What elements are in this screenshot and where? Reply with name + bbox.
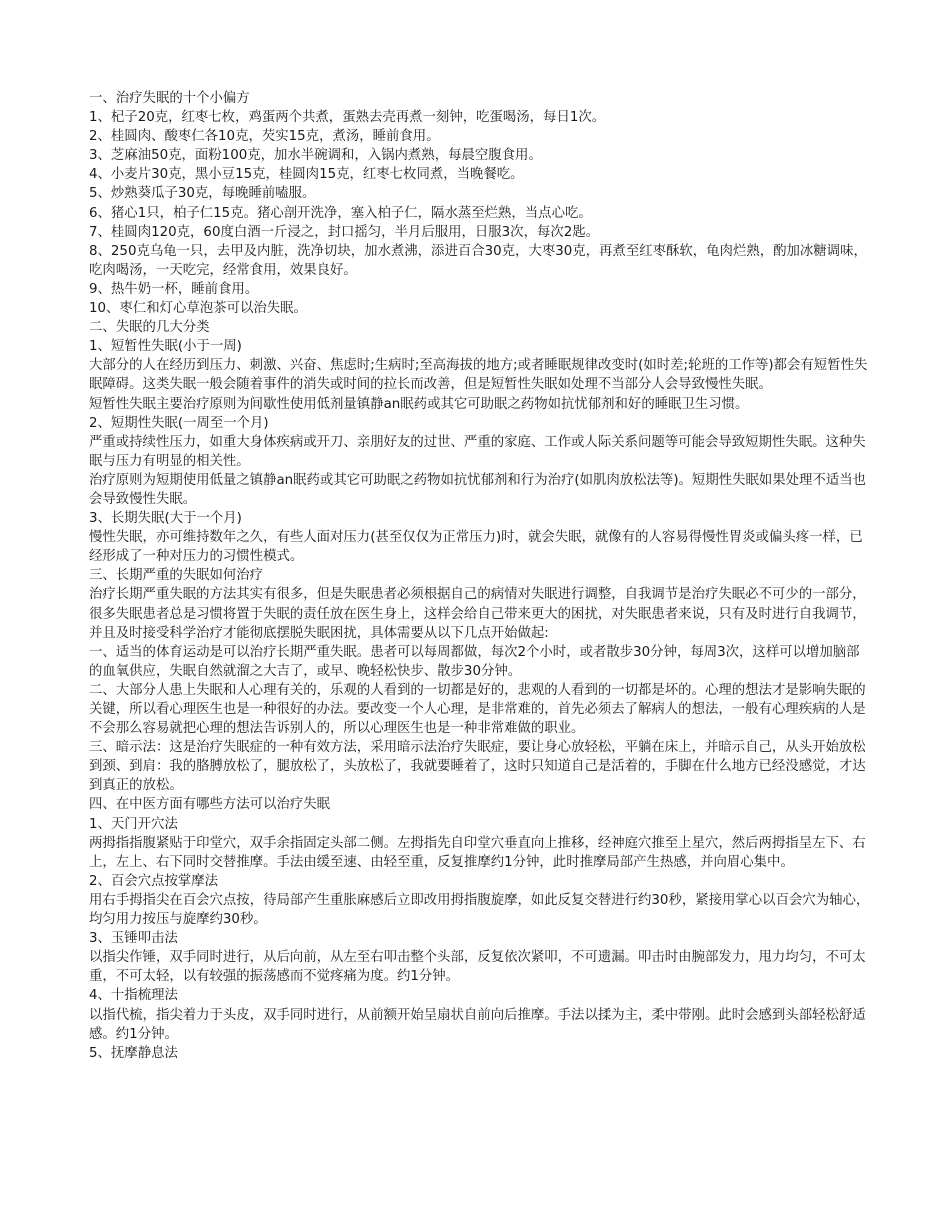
subheading-hammer-method: 3、玉锤叩击法 — [89, 931, 178, 947]
remedy-item-6: 6、猪心1只，柏子仁15克。猪心剖开洗净，塞入柏子仁，隔水蒸至烂熟，当点心吃。 — [89, 205, 592, 221]
subheading-chronic-insomnia: 3、长期失眠(大于一个月) — [89, 511, 242, 527]
paragraph-transient-treatment: 短暂性失眠主要治疗原则为间歇性使用低剂量镇静an眠药或其它可助眠之药物如抗忧郁剂和好的睡眠卫生习惯。 — [89, 396, 749, 412]
paragraph-hammer-method: 以指尖作锤，双手同时进行，从后向前，从左至右叩击整个头部，反复依次紧叩，不可遗漏。叩击时由腕部发力，甩力均匀，不可太重，不可太轻，以有较强的振荡感而不觉疼痛为度。约1分钟。 — [89, 950, 866, 985]
paragraph-chronic-description: 慢性失眠，亦可维持数年之久，有些人面对压力(甚至仅仅为正常压力)时，就会失眠，就像有的人容易得慢性胃炎或偏头疼一样，已经形成了一种对压力的习惯性模式。 — [89, 530, 863, 565]
remedy-item-10: 10、枣仁和灯心草泡茶可以治失眠。 — [89, 301, 307, 317]
subheading-tianmen-method: 1、天门开穴法 — [89, 816, 178, 832]
section-heading-severe-treatment: 三、长期严重的失眠如何治疗 — [89, 568, 264, 584]
paragraph-baihui-method: 用右手拇指尖在百会穴点按，待局部产生重胀麻感后立即改用拇指腹旋摩，如此反复交替进行约30秒，紧接用掌心以百会穴为轴心，均匀用力按压与旋摩约30秒。 — [89, 892, 870, 928]
remedy-item-7: 7、桂圆肉120克，60度白酒一斤浸之，封口摇匀，半月后服用，日服3次，每次2匙。 — [89, 224, 600, 240]
paragraph-transient-description: 大部分的人在经历到压力、刺激、兴奋、焦虑时;生病时;至高海拔的地方;或者睡眠规律改变时(如时差;轮班的工作等)都会有短暂性失眠障碍。这类失眠一般会随着事件的消失或时间的拉长而改善，但是短暂性失眠如处理不当部分人会导致慢性失眠。 — [89, 358, 868, 393]
paragraph-psychology: 二、大部分人患上失眠和人心理有关的，乐观的人看到的一切都是好的，悲观的人看到的一切都是坏的。心理的想法才是影响失眠的关键，所以看心理医生也是一种很好的办法。要改变一个人心理，是非常难的，首先必须去了解病人的想法，一般有心理疾病的人是不会那么容易就把心理的想法告诉别人的，所以心理医生也是一种非常难做的职业。 — [89, 682, 866, 737]
document-body — [89, 89, 871, 1063]
subheading-short-term-insomnia: 2、短期性失眠(一周至一个月) — [89, 415, 269, 431]
section-heading-tcm-methods: 四、在中医方面有哪些方法可以治疗失眠 — [89, 797, 331, 813]
section-heading-remedies: 一、治疗失眠的十个小偏方 — [89, 91, 250, 106]
remedy-item-9: 9、热牛奶一杯，睡前食用。 — [89, 281, 259, 297]
remedy-item-3: 3、芝麻油50克，面粉100克，加水半碗调和，入锅内煮熟，每晨空腹食用。 — [89, 148, 542, 164]
remedy-item-5: 5、炒熟葵瓜子30克，每晚睡前嗑服。 — [89, 186, 316, 202]
paragraph-tianmen-method: 两拇指指腹紧贴于印堂穴，双手余指固定头部二侧。左拇指先自印堂穴垂直向上推移，经神庭穴推至上星穴，然后两拇指呈左下、右上，左上、右下同时交替推摩。手法由缓至速、由轻至重，反复推摩约1分钟，此时推摩局部产生热感，并向眉心集中。 — [89, 835, 866, 870]
paragraph-comb-method: 以指代梳，指尖着力于头皮，双手同时进行，从前额开始呈扇状自前向后推摩。手法以揉为主，柔中带刚。此时会感到头部轻松舒适感。约1分钟。 — [89, 1007, 866, 1042]
subheading-baihui-method: 2、百会穴点按掌摩法 — [89, 873, 219, 889]
paragraph-exercise: 一、适当的体育运动是可以治疗长期严重失眠。患者可以每周都做，每次2个小时，或者散步30分钟，每周3次，这样可以增加脑部的血氧供应，失眠自然就溜之大吉了，或早、晚轻松快步、散步30分钟。 — [89, 644, 860, 679]
paragraph-short-term-treatment: 治疗原则为短期使用低量之镇静an眠药或其它可助眠之药物如抗忧郁剂和行为治疗(如肌肉放松法等)。短期性失眠如果处理不适当也会导致慢性失眠。 — [89, 472, 867, 507]
paragraph-suggestion: 三、暗示法：这是治疗失眠症的一种有效方法，采用暗示法治疗失眠症，要让身心放轻松，平躺在床上，并暗示自己，从头开始放松到颈、到肩：我的胳膊放松了，腿放松了，头放松了，我就要睡着了，这时只知道自己是活着的，手脚在什么地方已经没感觉，才达到真正的放松。 — [89, 740, 866, 794]
remedy-item-8: 8、250克乌龟一只，去甲及内脏，洗净切块，加水煮沸，添进百合30克，大枣30克，再煮至红枣酥软，龟肉烂熟，酌加冰糖调味，吃肉喝汤，一天吃完，经常食用，效果良好。 — [89, 243, 867, 278]
remedy-item-4: 4、小麦片30克，黑小豆15克，桂圆肉15克，红枣七枚同煮，当晚餐吃。 — [89, 167, 524, 183]
paragraph-short-term-description: 严重或持续性压力，如重大身体疾病或开刀、亲朋好友的过世、严重的家庭、工作或人际关系问题等可能会导致短期性失眠。这种失眠与压力有明显的相关性。 — [89, 434, 866, 469]
remedy-item-1: 1、杞子20克，红枣七枚，鸡蛋两个共煮，蛋熟去壳再煮一刻钟，吃蛋喝汤，每日1次。 — [89, 110, 606, 126]
paragraph-severe-intro: 治疗长期严重失眠的方法其实有很多，但是失眠患者必须根据自己的病情对失眠进行调整，自我调节是治疗失眠必不可少的一部分，很多失眠患者总是习惯将置于失眠的责任放在医生身上，这样会给自己带来更大的困扰，对失眠患者来说，只有及时进行自我调节，并且及时接受科学治疗才能彻底摆脱失眠困扰，具体需要从以下几点开始做起: — [89, 587, 866, 641]
subheading-transient-insomnia: 1、短暂性失眠(小于一周) — [89, 339, 242, 355]
subheading-stroking-method: 5、抚摩静息法 — [89, 1045, 178, 1061]
section-heading-categories: 二、失眠的几大分类 — [89, 320, 210, 336]
remedy-item-2: 2、桂圆肉、酸枣仁各10克，芡实15克，煮汤，睡前食用。 — [89, 129, 440, 145]
subheading-comb-method: 4、十指梳理法 — [89, 988, 178, 1004]
